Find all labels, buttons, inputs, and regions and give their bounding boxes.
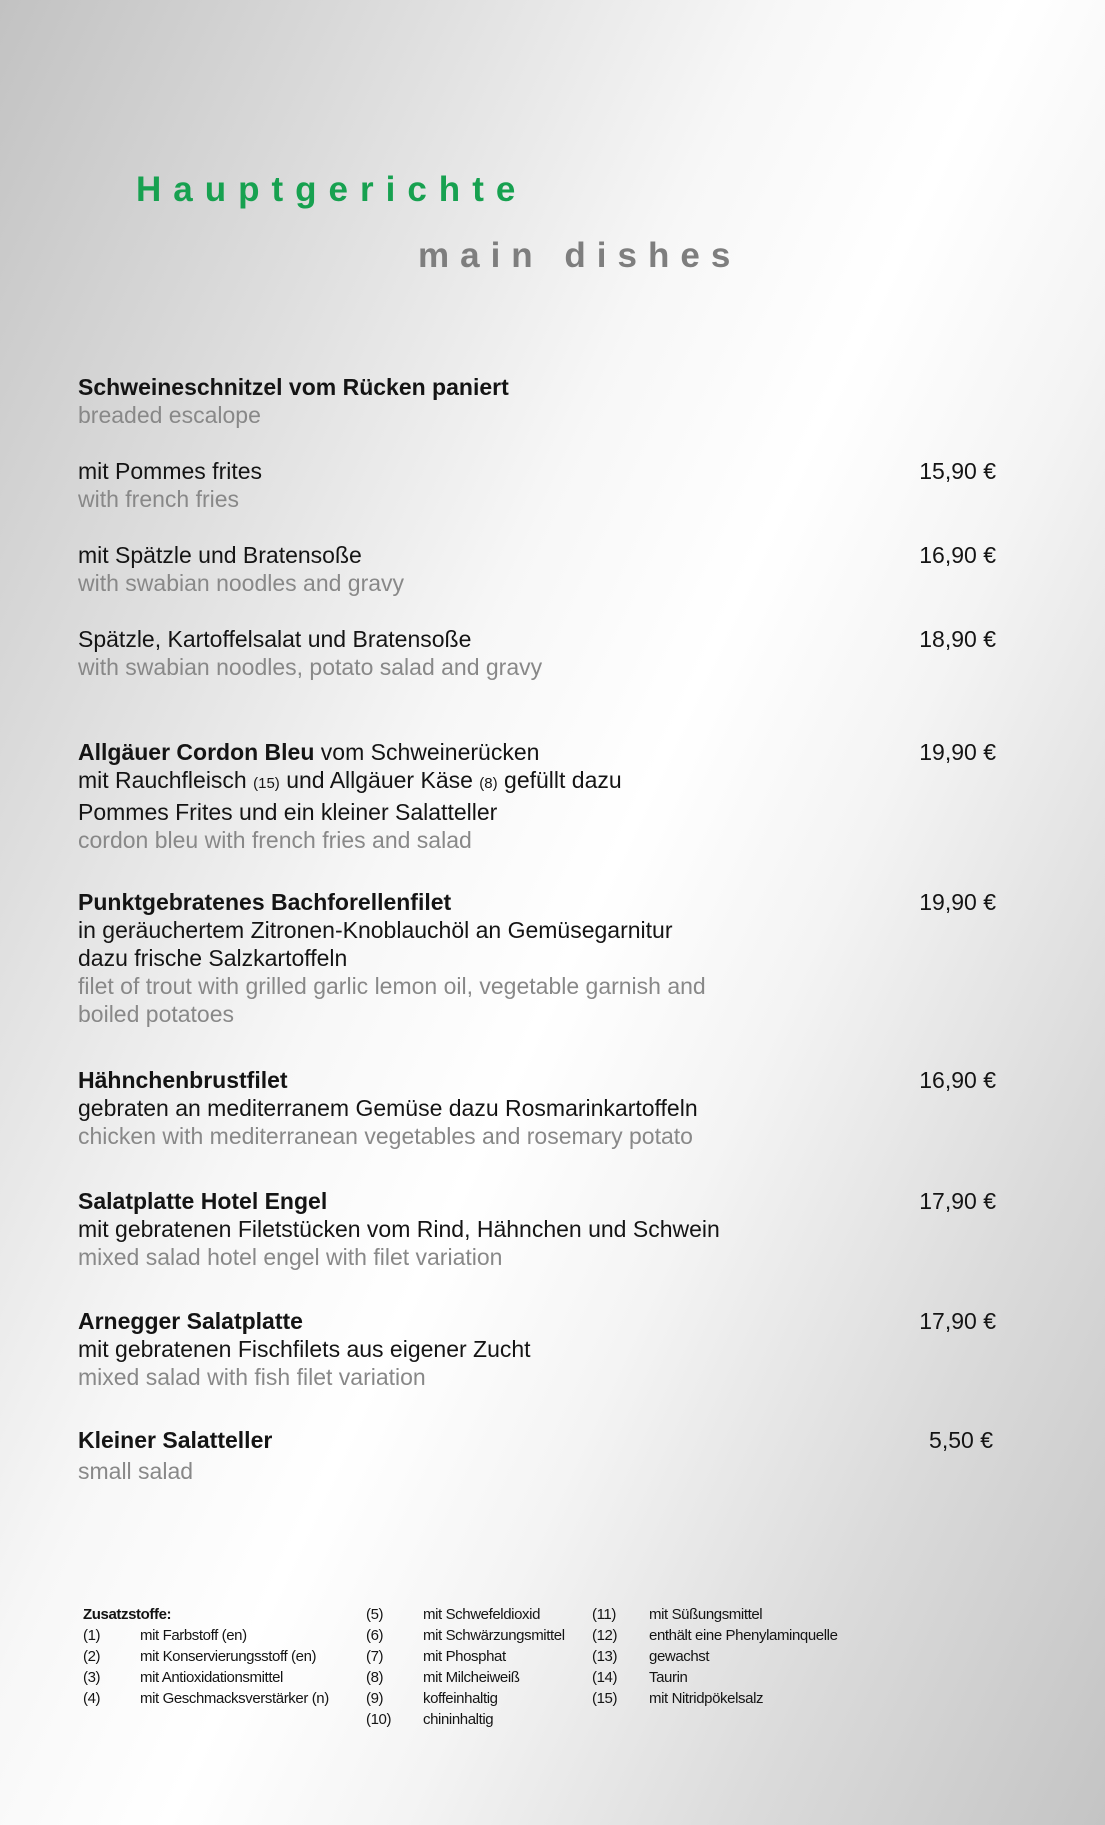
additives-column-1: [83, 1604, 343, 1709]
additive-number: (7): [366, 1648, 384, 1665]
price: 16,90 €: [919, 1067, 996, 1093]
dish-description: mit gebratenen Fischfilets aus eigener Zucht: [78, 1336, 531, 1362]
additives-column-2: [366, 1604, 586, 1730]
dish-variant: [78, 541, 998, 597]
dish-schnitzel: [78, 373, 998, 429]
additive-number: (15): [592, 1690, 618, 1707]
price: 15,90 €: [919, 458, 996, 484]
dish-description-english: chicken with mediterranean vegetables and rosemary potato: [78, 1123, 693, 1149]
price: 17,90 €: [919, 1188, 996, 1214]
dish-description: in geräuchertem Zitronen-Knoblauchöl an Gemüsegarnitur: [78, 917, 673, 943]
additives-column-3: [592, 1604, 852, 1709]
dish-cordon-bleu: [78, 738, 998, 854]
additive-number: (12): [592, 1627, 618, 1644]
additive-number: (13): [592, 1648, 618, 1665]
price: 19,90 €: [919, 739, 996, 765]
additive-number: (2): [83, 1648, 101, 1665]
variant-description-english: with swabian noodles and gravy: [78, 570, 405, 596]
additive-item: [366, 1667, 586, 1688]
dish-description-english: cordon bleu with french fries and salad: [78, 827, 472, 853]
additive-item: [366, 1709, 586, 1730]
additive-text: mit Farbstoff (en): [140, 1627, 247, 1644]
dish-name: Schweineschnitzel vom Rücken paniert: [78, 374, 509, 400]
dish-description: mit gebratenen Filetstücken vom Rind, Hähnchen und Schwein: [78, 1216, 720, 1242]
dish-line: [78, 766, 998, 798]
dish-description-english: boiled potatoes: [78, 1001, 235, 1027]
additive-number: (10): [366, 1711, 392, 1728]
additive-item: [83, 1625, 343, 1646]
additive-text: chininhaltig: [423, 1711, 494, 1728]
variant-description-english: with swabian noodles, potato salad and gravy: [78, 654, 543, 680]
additive-text: gewachst: [649, 1648, 710, 1665]
dish-haehnchen: [78, 1066, 998, 1150]
additive-item: [592, 1646, 852, 1667]
additive-number: (9): [366, 1690, 384, 1707]
additive-text: mit Phosphat: [423, 1648, 506, 1665]
dish-name: Arnegger Salatplatte: [78, 1308, 303, 1334]
additive-text: Taurin: [649, 1669, 688, 1686]
additive-number: (14): [592, 1669, 618, 1686]
price: 16,90 €: [919, 542, 996, 568]
dish-description: vom Schweinerücken: [314, 739, 540, 765]
dish-description-english: mixed salad hotel engel with filet variation: [78, 1244, 503, 1270]
additive-text: enthält eine Phenylaminquelle: [649, 1627, 838, 1644]
dish-salatplatte: [78, 1187, 998, 1271]
price: 17,90 €: [919, 1308, 996, 1334]
additive-number: (6): [366, 1627, 384, 1644]
additive-text: mit Geschmacksverstärker (n): [140, 1690, 329, 1707]
variant-description-english: with french fries: [78, 486, 240, 512]
additive-item: [366, 1604, 586, 1625]
price: 19,90 €: [919, 889, 996, 915]
price: 18,90 €: [919, 626, 996, 652]
additive-item: [592, 1688, 852, 1709]
additive-item: [366, 1646, 586, 1667]
additive-item: [592, 1625, 852, 1646]
dish-description-english: mixed salad with fish filet variation: [78, 1364, 426, 1390]
dish-description: Pommes Frites und ein kleiner Salatteller: [78, 799, 498, 825]
additive-tag: (8): [479, 775, 498, 792]
additive-text: mit Nitridpökelsalz: [649, 1690, 764, 1707]
additive-text: mit Süßungsmittel: [649, 1606, 763, 1623]
additive-tag: (15): [253, 775, 280, 792]
dish-name: Salatplatte Hotel Engel: [78, 1188, 328, 1214]
dish-name: Hähnchenbrustfilet: [78, 1067, 288, 1093]
variant-description: Spätzle, Kartoffelsalat und Bratensoße: [78, 626, 472, 652]
dish-description: mit Rauchfleisch: [78, 767, 254, 793]
additive-item: [366, 1688, 586, 1709]
dish-kleiner-salatteller: [78, 1426, 998, 1485]
additive-number: (4): [83, 1690, 101, 1707]
additive-text: mit Schwefeldioxid: [423, 1606, 541, 1623]
dish-description: gefüllt dazu: [497, 767, 622, 793]
dish-forelle: [78, 888, 998, 1028]
dish-name: Punktgebratenes Bachforellenfilet: [78, 889, 452, 915]
additive-number: (3): [83, 1669, 101, 1686]
additive-item: [592, 1667, 852, 1688]
additive-number: (5): [366, 1606, 384, 1623]
dish-description-english: filet of trout with grilled garlic lemon oil, vegetable garnish and: [78, 973, 706, 999]
additive-text: mit Konservierungsstoff (en): [140, 1648, 317, 1665]
additive-item: [83, 1646, 343, 1667]
dish-description: und Allgäuer Käse: [279, 767, 480, 793]
additive-number: (11): [592, 1606, 616, 1623]
additive-text: mit Schwärzungsmittel: [423, 1627, 565, 1644]
dish-name: Allgäuer Cordon Bleu: [78, 739, 315, 765]
page-title-german: Hauptgerichte: [136, 170, 528, 209]
dish-line: [78, 738, 998, 766]
additive-text: mit Milcheiweiß: [423, 1669, 520, 1686]
dish-variant: [78, 625, 998, 681]
additive-text: mit Antioxidationsmittel: [140, 1669, 283, 1686]
dish-description: gebraten an mediterranem Gemüse dazu Rosmarinkartoffeln: [78, 1095, 698, 1121]
dish-variant: [78, 457, 998, 513]
dish-name-english: breaded escalope: [78, 402, 261, 428]
additive-item: [83, 1688, 343, 1709]
variant-description: mit Spätzle und Bratensoße: [78, 542, 362, 568]
page-title-english: main dishes: [418, 236, 742, 275]
additive-item: [83, 1667, 343, 1688]
dish-arnegger: [78, 1307, 998, 1391]
additive-text: koffeinhaltig: [423, 1690, 498, 1707]
price: 5,50 €: [929, 1427, 993, 1453]
dish-name-english: small salad: [78, 1458, 194, 1484]
additive-number: (1): [83, 1627, 101, 1644]
dish-name: Kleiner Salatteller: [78, 1427, 273, 1453]
additive-item: [366, 1625, 586, 1646]
variant-description: mit Pommes frites: [78, 458, 263, 484]
additives-heading: Zusatzstoffe:: [83, 1606, 172, 1623]
dish-description: dazu frische Salzkartoffeln: [78, 945, 348, 971]
additive-item: [592, 1604, 852, 1625]
additive-number: (8): [366, 1669, 384, 1686]
